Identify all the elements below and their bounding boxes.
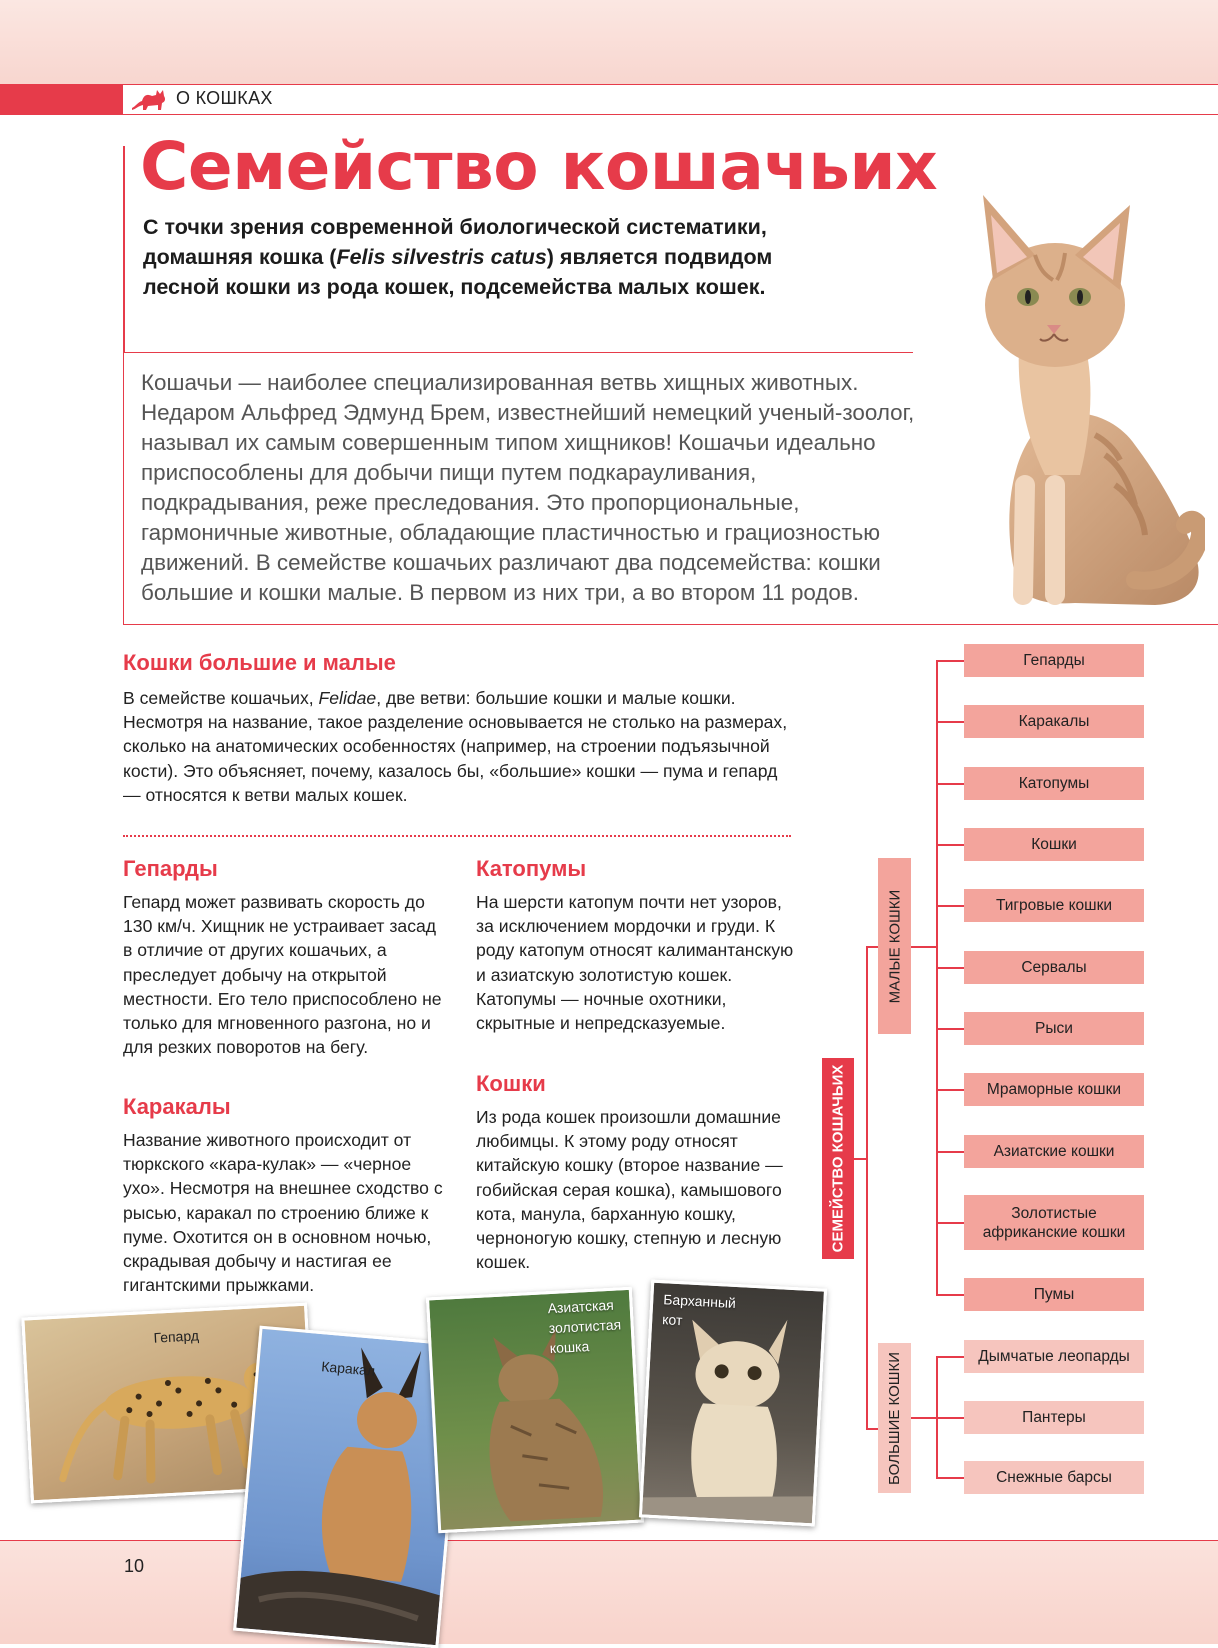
intro-paragraph: Кошачьи — наиболее специализированная ветвь хищных животных. Недаром Альфред Эдмунд Брем, известнейший немецкий ученый-зоолог, называл их самым совершенным типом хищников! Кошачьи идеально приспособлены для добычи пищи путем подкарауливания, подкрадывания, реже преследования. Это пропорциональные, гармоничные животные, обладающие пластичностью и грациозностью движений. В семействе кошачьих различают два подсемейства: кошки большие и кошки малые. В первом из них три, а во втором 11 родов. <box>141 370 915 605</box>
dotted-divider <box>123 835 791 837</box>
tree-big-cats-label: БОЛЬШИЕ КОШКИ <box>886 1351 904 1485</box>
heading-caracals: Каракалы <box>123 1094 231 1119</box>
text-big-small-latin: Felidae <box>318 688 377 708</box>
tree-leaf-cheetahs: Гепарды <box>964 644 1144 677</box>
heading-cats: Кошки <box>476 1071 546 1096</box>
tree-line <box>936 844 964 846</box>
lead-latin-name: Felis silvestris catus <box>336 245 547 269</box>
tree-small-cats-label: МАЛЫЕ КОШКИ <box>886 889 904 1003</box>
tree-leaf-asian-cats: Азиатские кошки <box>964 1135 1144 1168</box>
tree-line <box>866 946 868 1429</box>
tree-leaf-pumas: Пумы <box>964 1278 1144 1311</box>
tree-line <box>936 721 964 723</box>
tree-root-label: СЕМЕЙСТВО КОШАЧЬИХ <box>829 1064 847 1253</box>
bottom-rule <box>0 1540 1218 1541</box>
text-cheetahs: Гепард может развивать скорость до 130 км/ч. Хищник не устраивает засад в отличие от других кошачьих, а преследует добычу на открытой местности. Его тело приспособлено не только для мгновенного разгона, но и для резких поворотов на бегу. <box>123 892 442 1058</box>
tree-small-cats <box>878 858 911 1034</box>
header-rule-top <box>123 84 1218 85</box>
tree-leaf-african-golden-cats: Золотистые африканские кошки <box>964 1195 1144 1250</box>
tree-line <box>936 661 938 1295</box>
text-catopumas: На шерсти катопум почти нет узоров, за исключением мордочки и груди. К роду катопум относят калимантанскую и азиатскую золотистую кошек. Катопумы — ночные охотники, скрытные и непредсказуемые. <box>476 892 794 1034</box>
header-rule-bottom <box>123 114 1218 115</box>
photo-sand-cat <box>639 1280 827 1527</box>
tree-leaf-clouded-leopards: Дымчатые леопарды <box>964 1340 1144 1373</box>
tree-leaf-lynxes: Рыси <box>964 1012 1144 1045</box>
tree-leaf-panthers: Пантеры <box>964 1401 1144 1434</box>
tree-leaf-catopumas: Катопумы <box>964 767 1144 800</box>
bottom-band <box>0 1540 1218 1644</box>
caption-sand-cat: Барханный кот <box>661 1291 737 1329</box>
header-red-block <box>0 84 123 115</box>
tree-root <box>822 1058 854 1259</box>
tree-leaf-snow-leopards: Снежные барсы <box>964 1461 1144 1494</box>
intro-rule-horizontal <box>123 624 1218 625</box>
lead-paragraph <box>143 212 783 302</box>
tree-leaf-servals: Сервалы <box>964 951 1144 984</box>
tree-line <box>936 1477 964 1479</box>
text-big-small-b: , две ветви: большие кошки и малые кошки. Несмотря на название, такое разделение основывается не столько на размерах, сколько на анатомических особенностях (например, на строении подъязычной кости). Это объясняет, почему, казалось бы, «большие» кошки — пума и гепард — относятся к ветви малых кошек. <box>123 688 788 805</box>
tree-line <box>936 967 964 969</box>
tree-line <box>936 783 964 785</box>
intro-rule-vertical <box>123 353 124 625</box>
text-big-small-a: В семействе кошачьих, <box>123 688 319 708</box>
kitten-image <box>905 185 1205 615</box>
tree-line <box>911 1417 937 1419</box>
tree-line <box>936 1417 964 1419</box>
text-big-small <box>123 686 791 807</box>
tree-line <box>936 660 964 662</box>
lead-part-2: ) является подвидом лесной кошки из рода кошек, подсемейства малых кошек. <box>143 245 773 299</box>
tree-line <box>936 1356 964 1358</box>
section-label: О КОШКАХ <box>176 88 273 108</box>
caption-asian-golden-cat: Азиатская золотистая кошка <box>547 1296 622 1357</box>
tree-leaf-caracals: Каракалы <box>964 705 1144 738</box>
tree-line <box>936 905 964 907</box>
lead-rule <box>123 352 913 353</box>
tree-leaf-cats: Кошки <box>964 828 1144 861</box>
tree-line <box>936 1151 964 1153</box>
heading-cheetahs: Гепарды <box>123 856 218 881</box>
tree-line <box>936 1028 964 1030</box>
title-rule <box>123 146 125 353</box>
tree-line <box>911 946 937 948</box>
tree-big-cats <box>878 1343 911 1493</box>
tree-line <box>936 1089 964 1091</box>
tree-leaf-marbled-cats: Мраморные кошки <box>964 1073 1144 1106</box>
caption-cheetah: Гепард <box>153 1327 200 1346</box>
cat-icon <box>130 88 170 112</box>
tree-line <box>936 1222 964 1224</box>
page-number: 10 <box>124 1556 145 1576</box>
page-title: Семейство кошачьих <box>140 128 938 205</box>
caption-caracal: Каракал <box>320 1358 376 1379</box>
top-band <box>0 0 1218 84</box>
text-cats: Из рода кошек произошли домашние любимцы. К этому роду относят китайскую кошку (второе название — гобийская серая кошка), камышового кота, манула, барханную кошку, черноногую кошку, степную и лесную кошек. <box>476 1107 783 1273</box>
heading-catopumas: Катопумы <box>476 856 587 881</box>
tree-line <box>936 1294 964 1296</box>
tree-leaf-tiger-cats: Тигровые кошки <box>964 889 1144 922</box>
text-caracals: Название животного происходит от тюркского «кара-кулак» — «черное ухо». Несмотря на внешнее сходство с рысью, каракал по строению ближе к пуме. Охотится он в основном ночью, скрадывая добычу и настигая ее гигантскими прыжками. <box>123 1130 443 1296</box>
photo-asian-golden-cat <box>426 1287 644 1533</box>
lead-part-1: С точки зрения современной биологической систематики, домашняя кошка ( <box>143 215 767 269</box>
heading-big-small: Кошки большие и малые <box>123 650 396 675</box>
